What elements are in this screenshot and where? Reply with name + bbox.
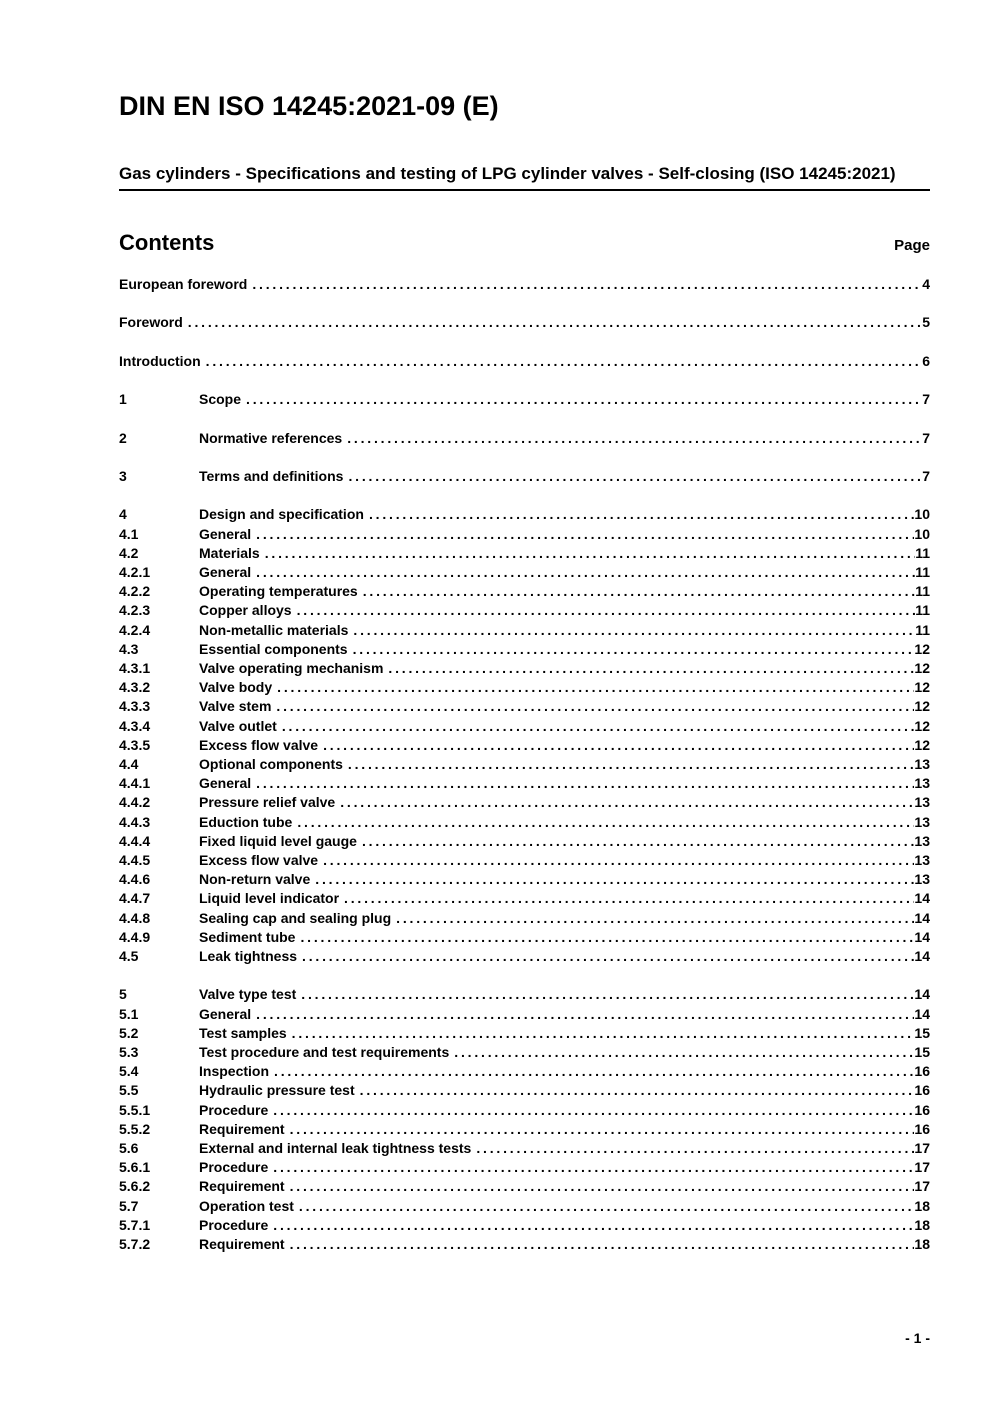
dot-leader <box>388 659 914 678</box>
toc-entry-title: External and internal leak tightness tests <box>199 1140 472 1157</box>
dot-leader <box>290 1235 915 1254</box>
toc-entry-number: 5.3 <box>119 1044 139 1061</box>
toc-entry-page: 16 <box>914 1101 930 1118</box>
toc-entry-page: 11 <box>915 544 930 561</box>
toc-entry <box>119 313 930 332</box>
toc-entry-number: 4.5 <box>119 948 139 965</box>
toc-entry-page: 7 <box>922 429 930 446</box>
toc-entry-title: Test samples <box>199 1024 287 1041</box>
toc-entry <box>119 1197 930 1216</box>
dot-leader <box>476 1139 914 1158</box>
toc-entry-title: Requirement <box>199 1120 285 1137</box>
toc-entry-title: Valve operating mechanism <box>199 659 384 676</box>
dot-leader <box>454 1043 914 1062</box>
toc-entry-title: Procedure <box>199 1101 269 1118</box>
toc-entry-number: 5.5.2 <box>119 1120 151 1137</box>
toc-entry <box>119 525 930 544</box>
toc-entry-number: 4.4 <box>119 755 139 772</box>
dot-leader <box>256 1005 914 1024</box>
dot-leader <box>297 813 914 832</box>
toc-entry <box>119 793 930 812</box>
toc-entry <box>119 1177 930 1196</box>
dot-leader <box>362 832 914 851</box>
toc-entry-number: 4.4.9 <box>119 928 151 945</box>
toc-entry-page: 11 <box>915 563 930 580</box>
toc-entry <box>119 1005 930 1024</box>
toc-entry-title: Sediment tube <box>199 928 296 945</box>
toc-entry-title: General <box>199 563 252 580</box>
toc-entry <box>119 851 930 870</box>
toc-entry-page: 14 <box>914 948 930 965</box>
toc-entry-number: 4.2.1 <box>119 563 151 580</box>
toc-entry-page: 18 <box>914 1216 930 1233</box>
toc-entry-number: 5.7.2 <box>119 1236 151 1253</box>
toc-entry-page: 12 <box>914 679 930 696</box>
toc-entry-page: 16 <box>914 1082 930 1099</box>
toc-entry <box>119 678 930 697</box>
toc-entry <box>119 563 930 582</box>
toc-entry-title: Essential components <box>199 640 348 657</box>
toc-entry-page: 13 <box>914 852 930 868</box>
toc-entry-title: Valve body <box>199 679 273 696</box>
toc-entry-page: 13 <box>914 871 930 888</box>
toc-entry-number: 4.4.3 <box>119 813 151 830</box>
toc-entry-title: Liquid level indicator <box>199 890 340 907</box>
dot-leader <box>265 544 915 563</box>
toc-entry-number: 4.3.4 <box>119 717 151 734</box>
dot-leader <box>188 313 922 332</box>
toc-entry-page: 15 <box>914 1024 930 1041</box>
toc-entry-title: Hydraulic pressure test <box>199 1082 355 1099</box>
toc-entry-title: Valve outlet <box>199 717 277 734</box>
toc-entry-page: 12 <box>914 736 930 753</box>
dot-leader <box>299 1197 915 1216</box>
dot-leader <box>256 525 914 544</box>
toc-entry-page: 13 <box>914 775 930 792</box>
dot-leader <box>252 275 922 294</box>
dot-leader <box>282 717 915 736</box>
toc-entry-page: 12 <box>914 698 930 715</box>
toc-entry <box>119 621 930 640</box>
dot-leader <box>348 467 922 486</box>
toc-entry <box>119 1158 930 1177</box>
dot-leader <box>360 1081 915 1100</box>
dot-leader <box>363 582 915 601</box>
toc-entry <box>119 1101 930 1120</box>
toc-entry <box>119 582 930 601</box>
dot-leader <box>290 1120 915 1139</box>
toc-entry <box>119 870 930 889</box>
toc-entry-page: 15 <box>914 1044 930 1061</box>
toc-entry-title: Terms and definitions <box>199 467 344 484</box>
contents-header-row <box>119 231 930 255</box>
toc-entry-number: 5 <box>119 986 127 1003</box>
toc-entry-number: 4 <box>119 506 127 523</box>
toc-entry-page: 13 <box>914 755 930 772</box>
toc-entry-title: Excess flow valve <box>199 736 319 753</box>
toc-entry-number: 4.4.5 <box>119 852 151 868</box>
toc-entry-page: 16 <box>914 1120 930 1137</box>
toc-entry-title: Materials <box>199 544 260 561</box>
toc-entry-number: 4.3.2 <box>119 679 151 696</box>
toc-entry-page: 13 <box>914 832 930 849</box>
toc-entry-number: 5.1 <box>119 1005 139 1022</box>
toc-entry-number: 4.1 <box>119 525 139 542</box>
toc-entry-page: 5 <box>922 314 930 331</box>
dot-leader <box>301 985 914 1004</box>
toc-entry <box>119 889 930 908</box>
toc-entry-title: Normative references <box>199 429 343 446</box>
toc-entry-number: 5.6.1 <box>119 1159 151 1176</box>
toc-entry-number: 4.4.1 <box>119 775 151 792</box>
dot-leader <box>353 621 915 640</box>
toc-entry-number: 4.4.8 <box>119 909 151 926</box>
toc-entry <box>119 544 930 563</box>
toc-entry-page: 14 <box>914 928 930 945</box>
toc-entry-number: 5.5 <box>119 1082 139 1099</box>
dot-leader <box>273 1216 914 1235</box>
toc-entry-number: 4.4.7 <box>119 890 151 907</box>
dot-leader <box>369 505 914 524</box>
toc-entry-number: 4.2.2 <box>119 583 151 600</box>
toc-entry-page: 6 <box>922 352 930 369</box>
dot-leader <box>276 697 914 716</box>
toc-entry-page: 10 <box>914 506 930 523</box>
toc-entry-title: Excess flow valve <box>199 852 319 868</box>
toc-entry-number: 4.2 <box>119 544 139 561</box>
toc-entry <box>119 275 930 294</box>
toc-entry-page: 7 <box>922 391 930 408</box>
toc-entry-title: Leak tightness <box>199 948 298 965</box>
toc-entry-page: 14 <box>914 909 930 926</box>
toc-entry-page: 11 <box>915 621 930 638</box>
toc-entry-title: General <box>199 525 252 542</box>
toc-entry-page: 10 <box>914 525 930 542</box>
toc-entry-number: 4.2.3 <box>119 602 151 619</box>
dot-leader <box>348 755 915 774</box>
toc-entry <box>119 832 930 851</box>
toc-entry-title: Sealing cap and sealing plug <box>199 909 392 926</box>
toc-entry-page: 12 <box>914 640 930 657</box>
toc-entry <box>119 1139 930 1158</box>
toc-entry-page: 14 <box>914 890 930 907</box>
toc-entry-title: Requirement <box>199 1236 285 1253</box>
toc-entry-number: 4.3.5 <box>119 736 151 753</box>
toc-entry-page: 18 <box>914 1236 930 1253</box>
toc-entry-number: 3 <box>119 467 127 484</box>
toc-entry <box>119 947 930 966</box>
toc-entry-page: 16 <box>914 1063 930 1080</box>
toc-entry-page: 7 <box>922 467 930 484</box>
toc-entry-title: Operation test <box>199 1197 294 1214</box>
toc-entry-number: 5.7 <box>119 1197 139 1214</box>
dot-leader <box>353 640 915 659</box>
page-content <box>119 0 930 1254</box>
toc-entry-title: Fixed liquid level gauge <box>199 832 357 849</box>
toc-entry <box>119 736 930 755</box>
toc-entry-number: 5.7.1 <box>119 1216 151 1233</box>
dot-leader <box>292 1024 915 1043</box>
toc-entry-title: Inspection <box>199 1063 270 1080</box>
toc-entry-title: Foreword <box>119 314 183 331</box>
toc-entry-title: Pressure relief valve <box>199 794 336 811</box>
dot-leader <box>323 736 914 755</box>
toc-entry <box>119 717 930 736</box>
toc-entry-title: Scope <box>199 391 242 408</box>
dot-leader <box>273 1101 914 1120</box>
dot-leader <box>297 601 916 620</box>
toc-entry-title: European foreword <box>119 276 248 292</box>
page-column-label: Page <box>894 237 930 254</box>
toc-entry-title: Valve type test <box>199 986 297 1003</box>
contents-heading: Contents <box>119 230 215 255</box>
toc-entry-title: General <box>199 1005 252 1022</box>
toc-entry <box>119 1235 930 1254</box>
toc-entry-title: Requirement <box>199 1178 285 1195</box>
toc-entry <box>119 601 930 620</box>
dot-leader <box>323 851 914 870</box>
toc-entry-number: 2 <box>119 429 127 446</box>
toc-entry <box>119 467 930 486</box>
toc-entry-title: Eduction tube <box>199 813 293 830</box>
toc-entry-number: 4.4.4 <box>119 832 151 849</box>
toc-entry-title: Procedure <box>199 1216 269 1233</box>
toc-entry-title: Optional components <box>199 755 343 772</box>
toc-entry-page: 17 <box>914 1159 930 1176</box>
toc-entry <box>119 697 930 716</box>
dot-leader <box>340 793 914 812</box>
toc-entry-number: 4.4.2 <box>119 794 151 811</box>
toc-entry-page: 14 <box>914 986 930 1003</box>
toc-entry <box>119 774 930 793</box>
toc-entry-number: 5.6.2 <box>119 1178 151 1195</box>
toc-entry-page: 13 <box>914 813 930 830</box>
dot-leader <box>206 352 923 371</box>
toc-entry <box>119 1062 930 1081</box>
toc-entry <box>119 1043 930 1062</box>
toc-entry-title: Design and specification <box>199 506 364 523</box>
toc-entry-number: 4.3 <box>119 640 139 657</box>
toc-entry <box>119 928 930 947</box>
toc-entry <box>119 429 930 448</box>
toc-entry-title: Non-metallic materials <box>199 621 349 638</box>
toc-entry-number: 4.2.4 <box>119 621 151 638</box>
toc-entry <box>119 813 930 832</box>
toc-entry-page: 11 <box>915 602 930 619</box>
toc-entry-number: 5.4 <box>119 1063 139 1080</box>
dot-leader <box>273 1158 914 1177</box>
document-subtitle: Gas cylinders - Specifications and testing of LPG cylinder valves - Self-closing (ISO 14245:2021) <box>119 164 896 183</box>
dot-leader <box>277 678 914 697</box>
toc-entry <box>119 640 930 659</box>
toc-entry <box>119 390 930 409</box>
dot-leader <box>344 889 914 908</box>
toc-entry <box>119 659 930 678</box>
toc-entry-title: Non-return valve <box>199 871 311 888</box>
toc-entry-number: 5.2 <box>119 1024 139 1041</box>
toc-entry-page: 17 <box>914 1140 930 1157</box>
footer-page-number: - 1 - <box>905 1330 930 1346</box>
toc-entry-title: Test procedure and test requirements <box>199 1044 450 1061</box>
toc-entry-number: 1 <box>119 391 127 408</box>
dot-leader <box>396 909 914 928</box>
toc-entry-page: 14 <box>914 1005 930 1022</box>
toc-entry-number: 5.6 <box>119 1140 139 1157</box>
toc-entry <box>119 985 930 1004</box>
toc-entry-title: Copper alloys <box>199 602 292 619</box>
dot-leader <box>290 1177 915 1196</box>
toc-entry <box>119 352 930 371</box>
dot-leader <box>256 563 915 582</box>
toc-entry-page: 13 <box>914 794 930 811</box>
dot-leader <box>315 870 914 889</box>
toc-entry-title: Valve stem <box>199 698 272 715</box>
toc-entry <box>119 1024 930 1043</box>
toc-entry-page: 18 <box>914 1197 930 1214</box>
toc-entry <box>119 505 930 524</box>
toc-entry-page: 4 <box>922 276 930 292</box>
dot-leader <box>347 429 922 448</box>
toc-entry-title: Operating temperatures <box>199 583 358 600</box>
toc-entry-title: Introduction <box>119 352 201 369</box>
title-underline <box>119 189 930 191</box>
dot-leader <box>246 390 922 409</box>
table-of-contents <box>119 275 930 1254</box>
dot-leader <box>302 947 914 966</box>
dot-leader <box>256 774 914 793</box>
toc-entry <box>119 1081 930 1100</box>
toc-entry <box>119 909 930 928</box>
toc-entry-title: General <box>199 775 252 792</box>
toc-entry-title: Procedure <box>199 1159 269 1176</box>
toc-entry-number: 4.4.6 <box>119 871 151 888</box>
toc-entry-number: 4.3.3 <box>119 698 151 715</box>
dot-leader <box>300 928 914 947</box>
toc-entry <box>119 755 930 774</box>
toc-entry-page: 17 <box>914 1178 930 1195</box>
toc-entry <box>119 1216 930 1235</box>
dot-leader <box>274 1062 914 1081</box>
toc-entry <box>119 1120 930 1139</box>
document-id-title: DIN EN ISO 14245:2021-09 (E) <box>119 91 499 121</box>
toc-entry-page: 12 <box>914 717 930 734</box>
toc-entry-number: 5.5.1 <box>119 1101 151 1118</box>
toc-entry-page: 11 <box>915 583 930 600</box>
toc-entry-page: 12 <box>914 659 930 676</box>
toc-entry-number: 4.3.1 <box>119 659 151 676</box>
